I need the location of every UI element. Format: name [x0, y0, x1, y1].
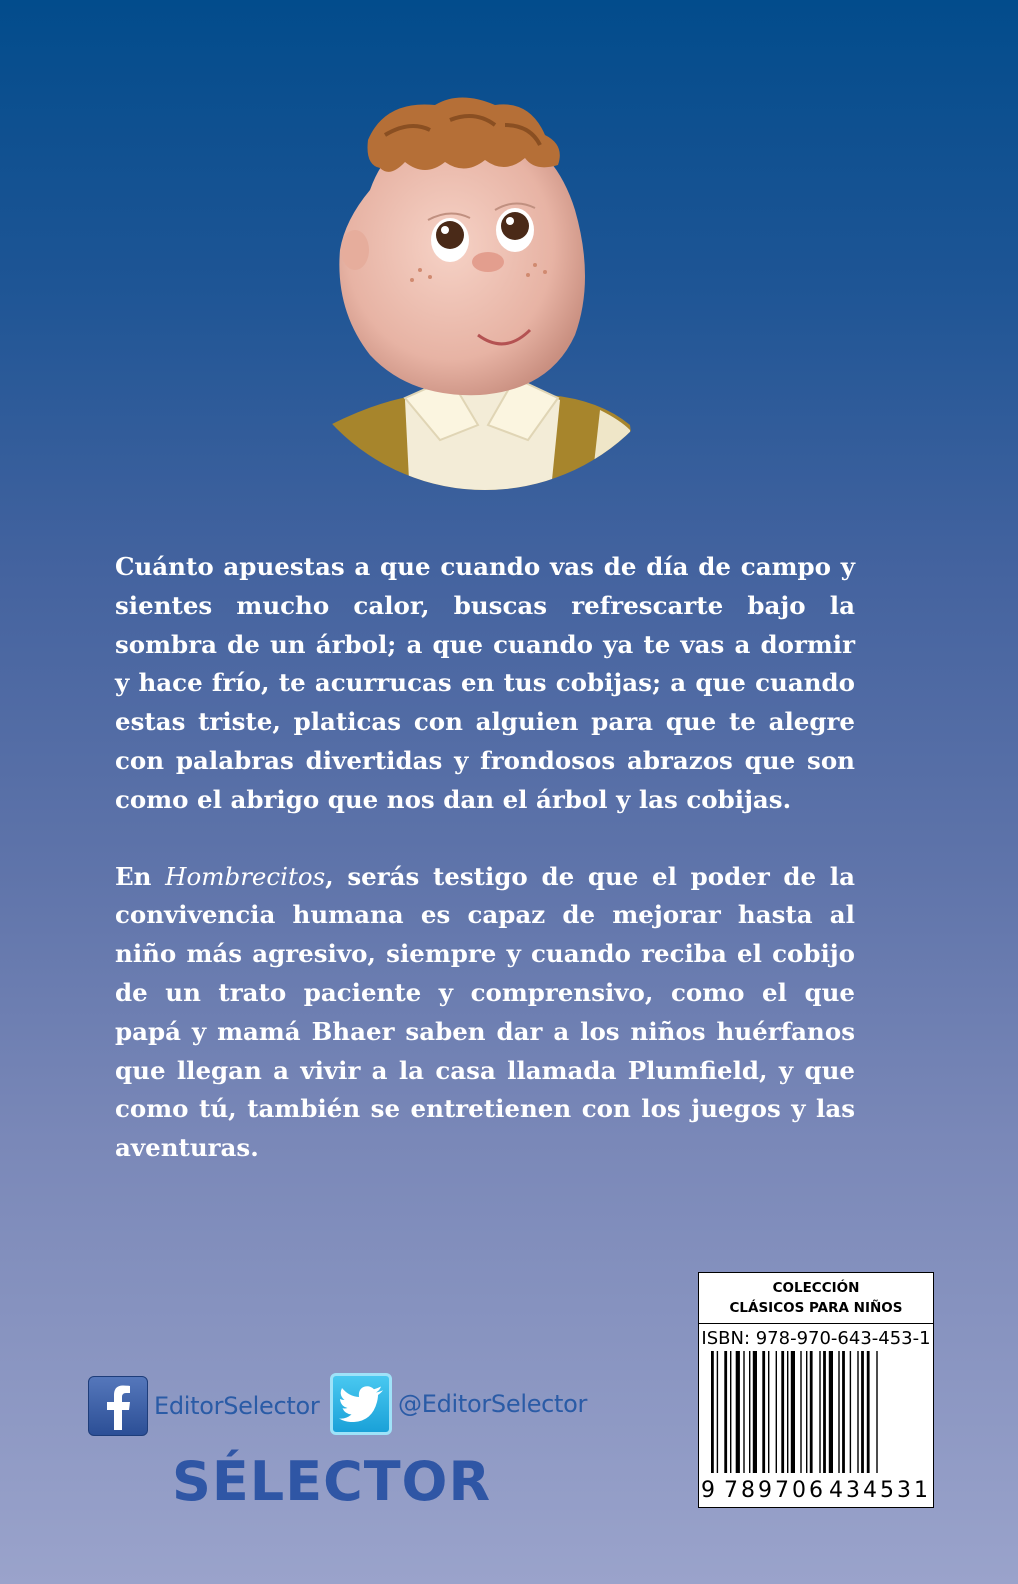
isbn-barcode-label	[698, 1272, 934, 1508]
blurb-paragraph-2-rest: , serás testigo de que el poder de la convivencia humana es capaz de mejorar hasta al niño más agresivo, siempre y cuando reciba el cobijo de un trato paciente y comprensivo, como el que papá y mamá Bhaer saben dar a los niños huérfanos que llegan a vivir a la casa llamada Plumfield, y que como tú, también se entretienen con los juegos y las aventuras.	[115, 861, 855, 1163]
isbn-number: ISBN: 978-970-643-453-1	[701, 1328, 931, 1349]
blurb-paragraph-1: Cuánto apuestas a que cuando vas de día de campo y sientes mucho calor, buscas refrescarte bajo la sombra de un árbol; a que cuando ya te vas a dormir y hace frío, te acurrucas en tus cobijas; a que cuando estas triste, platicas con alguien para que te alegre con palabras divertidas y frondosos abrazos que son como el abrigo que nos dan el árbol y las cobijas.	[115, 552, 855, 814]
twitter-handle: @EditorSelector	[398, 1390, 588, 1418]
blurb-paragraph-2	[115, 858, 855, 1168]
book-title: Hombrecitos	[165, 861, 326, 891]
twitter-link[interactable]	[330, 1373, 587, 1435]
barcode-digits	[701, 1478, 931, 1503]
boy-character-illustration	[300, 80, 660, 500]
blurb-paragraph-2-prefix: En	[115, 861, 166, 891]
facebook-link[interactable]	[88, 1376, 319, 1436]
barcode-digits-lead: 9	[701, 1478, 715, 1503]
facebook-icon	[88, 1376, 148, 1436]
barcode-digits-group-1: 789706	[724, 1478, 826, 1503]
collection-line-2: CLÁSICOS PARA NIÑOS	[729, 1300, 903, 1316]
collection-label	[699, 1273, 933, 1324]
barcode	[709, 1351, 925, 1479]
twitter-bird-icon	[330, 1373, 392, 1435]
publisher-logo: SÉLECTOR	[172, 1450, 492, 1513]
facebook-handle: EditorSelector	[154, 1392, 320, 1420]
back-cover-blurb	[115, 548, 855, 1206]
barcode-digits-group-2: 434531	[829, 1478, 931, 1503]
collection-line-1: COLECCIÓN	[772, 1280, 860, 1296]
